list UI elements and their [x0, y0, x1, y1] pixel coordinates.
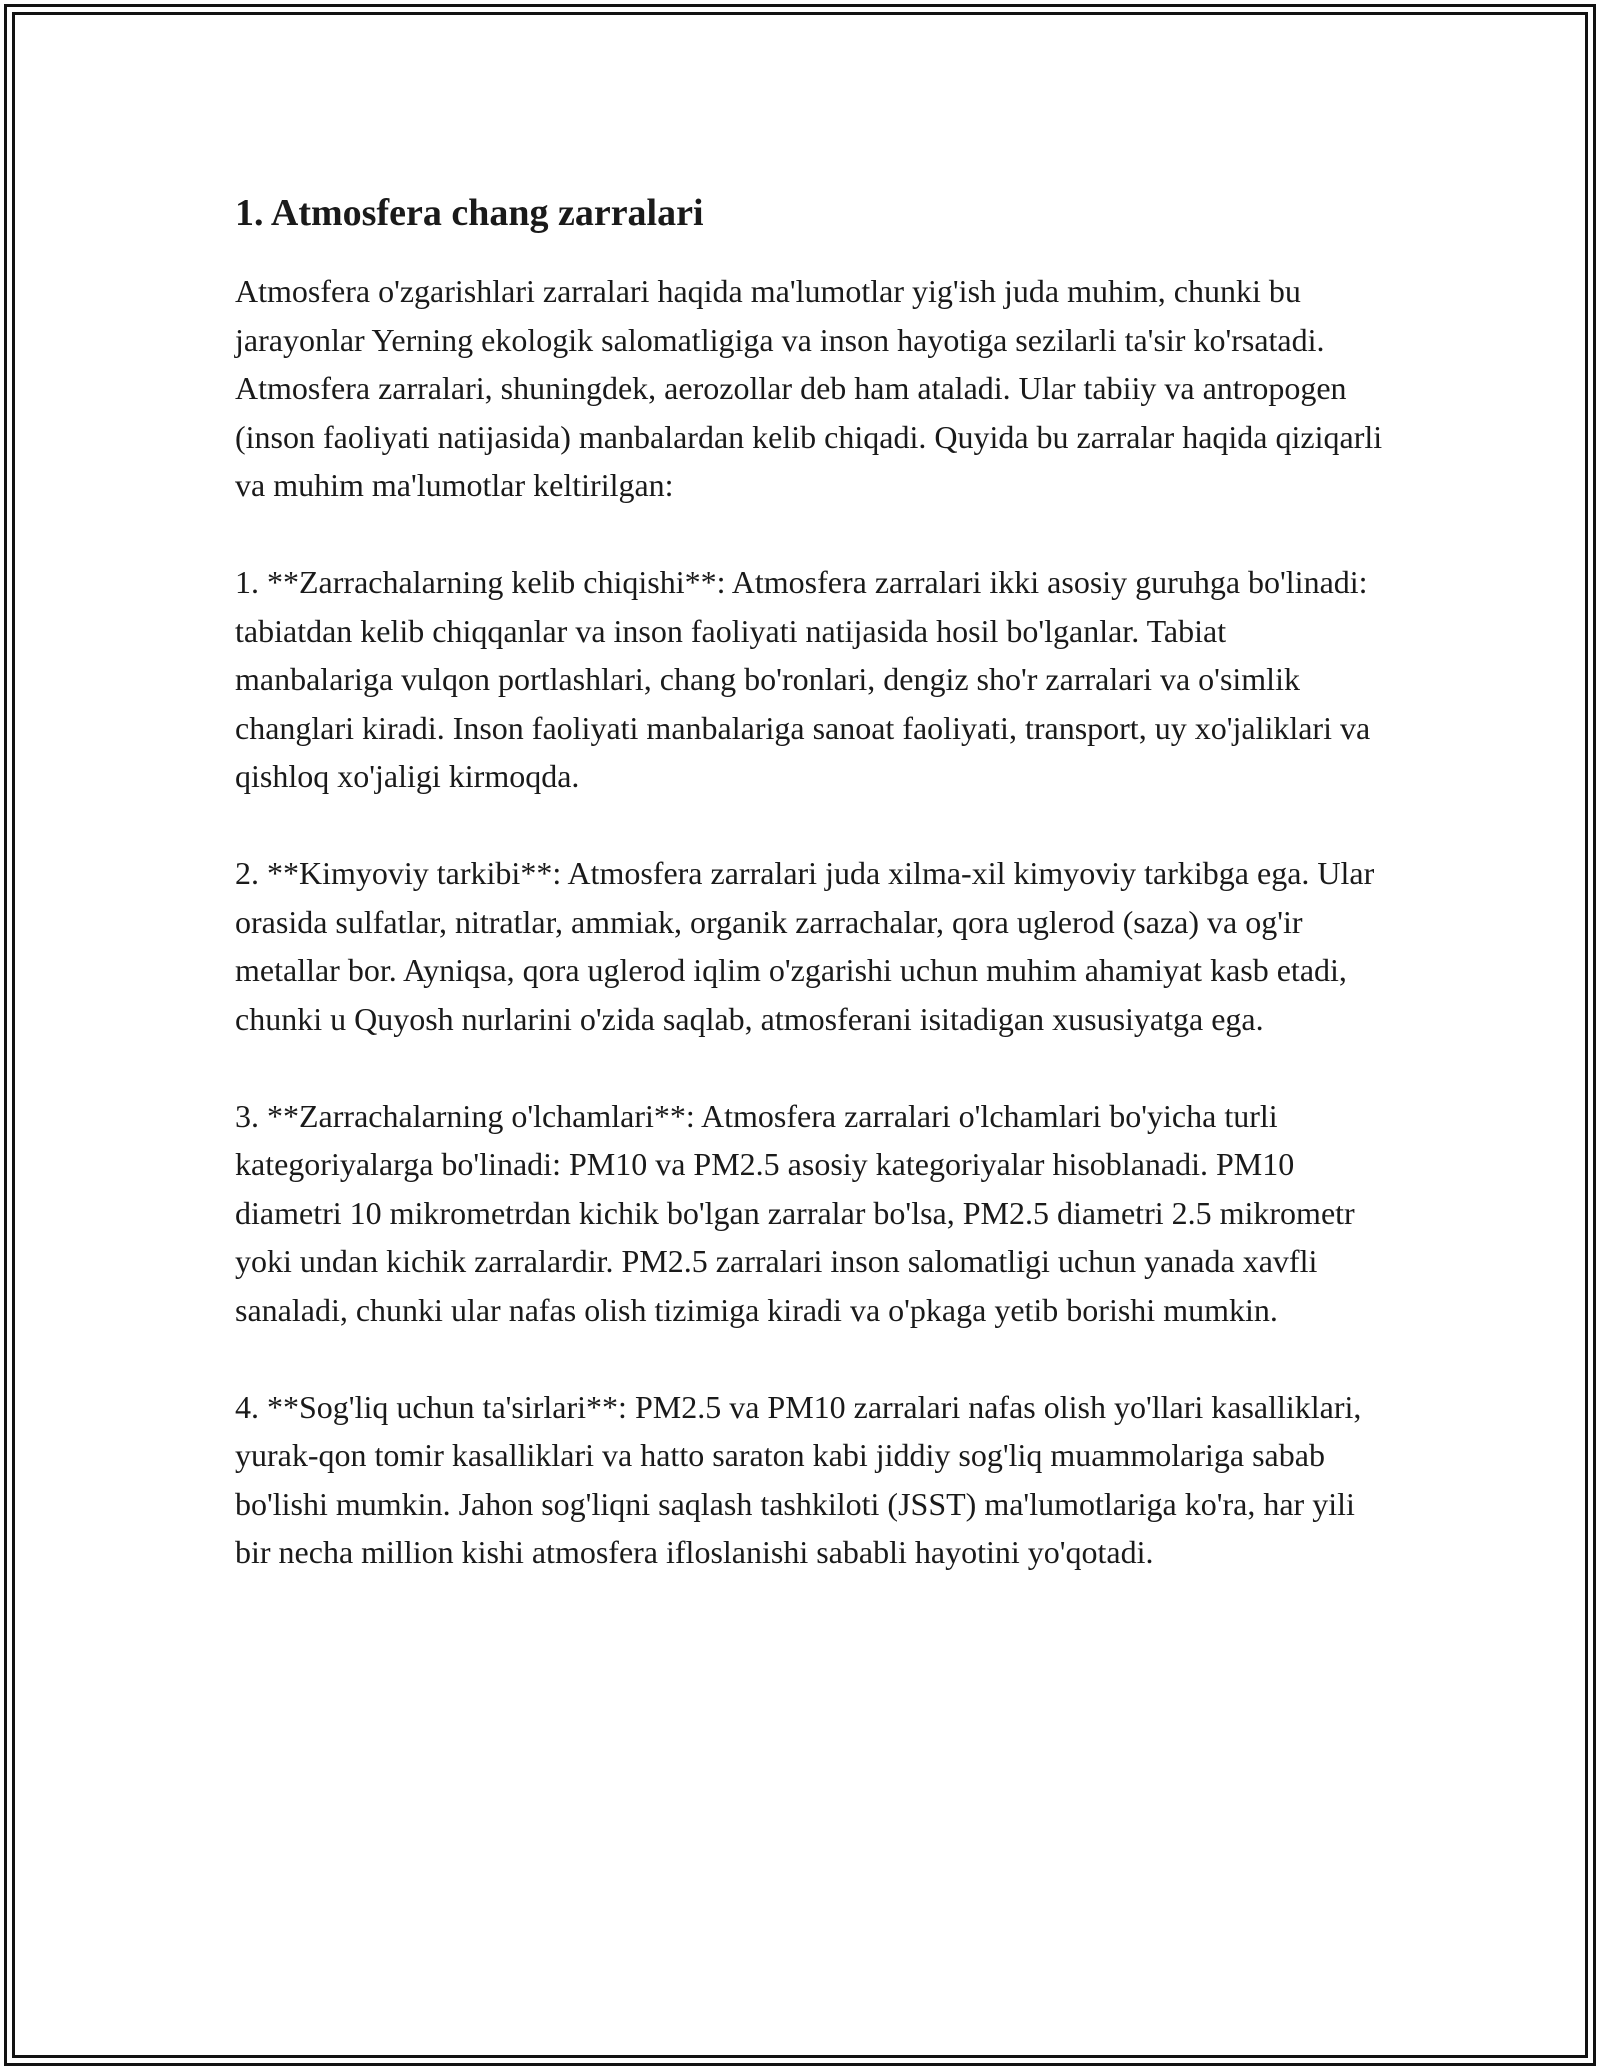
paragraph-chemical-composition: 2. **Kimyoviy tarkibi**: Atmosfera zarralari juda xilma-xil kimyoviy tarkibga ega. Ular orasida sulfatlar, nitratlar, ammiak, organik zarrachalar, qora uglerod (saza) va og'ir metallar bor. Ayniqsa, qora uglerod iqlim o'zgarishi uchun muhim ahamiyat kasb etadi, chunki u Quyosh nurlarini o'zida saqlab, atmosferani isitadigan xususiyatga ega. [235, 855, 1375, 1037]
intro-paragraph: Atmosfera o'zgarishlari zarralari haqida ma'lumotlar yig'ish juda muhim, chunki bu jarayonlar Yerning ekologik salomatligiga va inson hayotiga sezilarli ta'sir ko'rsatadi. Atmosfera zarralari, shuningdek, aerozollar deb ham ataladi. Ular tabiiy va antropogen (inson faoliyati natijasida) manbalardan kelib chiqadi. Quyida bu zarralar haqida qiziqarli va muhim ma'lumotlar keltirilgan: [235, 273, 1383, 503]
paragraph-origin: 1. **Zarrachalarning kelib chiqishi**: Atmosfera zarralari ikki asosiy guruhga bo'linadi: tabiatdan kelib chiqqanlar va inson faoliyati natijasida hosil bo'lganlar. Tabiat manbalariga vulqon portlashlari, chang bo'ronlari, dengiz sho'r zarralari va o'simlik changlari kiradi. Inson faoliyati manbalariga sanoat faoliyati, transport, uy xo'jaliklari va qishloq xo'jaligi kirmoqda. [235, 564, 1371, 794]
document-body [235, 185, 1385, 1625]
paragraph-particle-sizes: 3. **Zarrachalarning o'lchamlari**: Atmosfera zarralari o'lchamlari bo'yicha turli kategoriyalarga bo'linadi: PM10 va PM2.5 asosiy kategoriyalar hisoblanadi. PM10 diametri 10 mikrometrdan kichik bo'lgan zarralar bo'lsa, PM2.5 diametri 2.5 mikrometr yoki undan kichik zarralardir. PM2.5 zarralari inson salomatligi uchun yanada xavfli sanaladi, chunki ular nafas olish tizimiga kiradi va o'pkaga yetib borishi mumkin. [235, 1097, 1355, 1328]
document-title: 1. Atmosfera chang zarralari [235, 192, 704, 234]
paragraph-health-effects: 4. **Sog'liq uchun ta'sirlari**: PM2.5 va PM10 zarralari nafas olish yo'llari kasalliklari, yurak-qon tomir kasalliklari va hatto saraton kabi jiddiy sog'liq muammolariga sabab bo'lishi mumkin. Jahon sog'liqni saqlash tashkiloti (JSST) ma'lumotlariga ko'ra, har yili bir necha million kishi atmosfera ifloslanishi sababli hayotini yo'qotadi. [235, 1388, 1362, 1570]
